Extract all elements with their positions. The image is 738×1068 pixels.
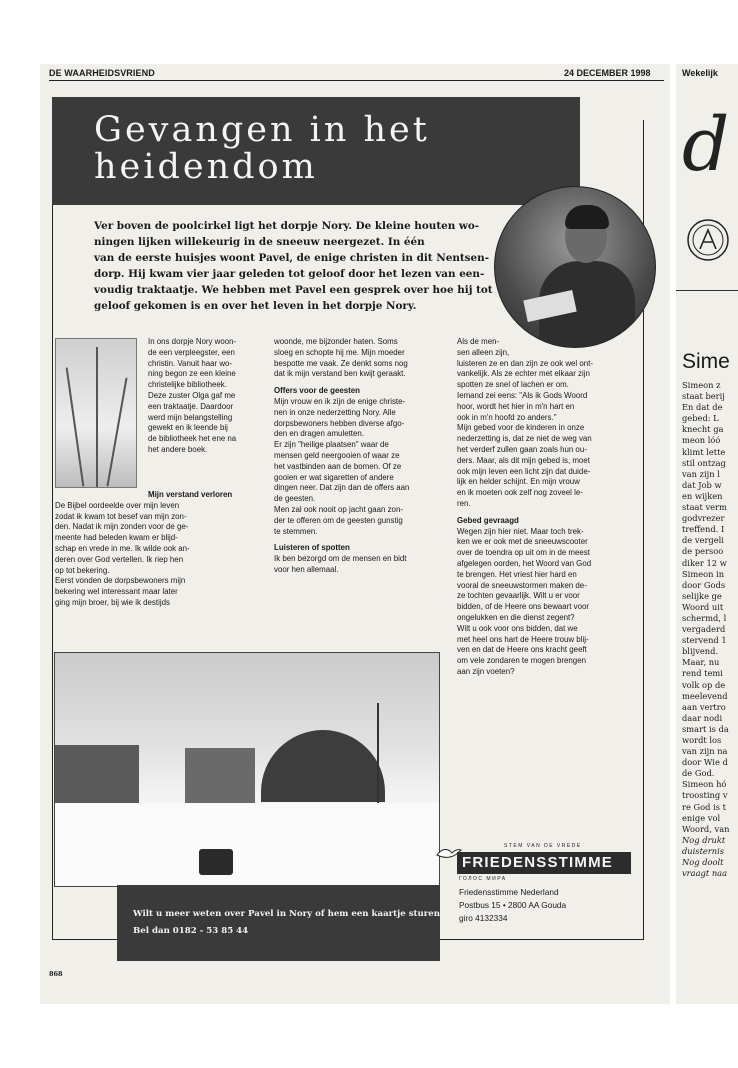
intro-line: dorp. Hij kwam vier jaar geleden tot geloof door het lezen van een-: [94, 267, 485, 280]
column-1-bottom: [55, 490, 232, 609]
text-line: Deze zuster Olga gaf me: [148, 390, 236, 400]
text-line: dingen neer. Dat zijn dan de offers aan: [274, 483, 410, 493]
next-page-text-line: door Gods: [682, 579, 726, 590]
next-page-text-line: Simeon z: [682, 380, 721, 390]
next-page-text-line: de vergeli: [682, 535, 724, 546]
text-line: ders. Maar, als dit mijn gebed is, moet: [457, 455, 590, 465]
address-line: Friedensstimme Nederland: [459, 887, 559, 897]
text-line: Mijn vrouw en ik zijn de enige christe-: [274, 396, 406, 406]
next-page-text-line: selijke ge: [682, 590, 722, 601]
text-line: In ons dorpje Nory woon-: [148, 337, 237, 346]
text-line: schap en vrede in me. Ik wilde ook an-: [55, 543, 190, 553]
next-page-text-line: stervend 1: [682, 635, 727, 646]
next-page-text-line: dat Job w: [682, 479, 722, 490]
text-line: over de toendra op uit om in de meest: [457, 548, 590, 558]
next-page-text-line: Woord uit: [682, 601, 724, 612]
text-line: der te offeren om de geesten gunstig: [274, 515, 403, 525]
tree-branch: [66, 367, 85, 486]
wooden-house: [185, 748, 255, 803]
text-line: mensen geld neergooien of waar ze: [274, 450, 400, 460]
text-line: Wegen zijn hier niet. Maar toch trek-: [457, 526, 584, 536]
next-page-text-line: En dat de: [682, 402, 723, 413]
arched-hut: [261, 730, 385, 802]
next-page-text-line: aan vertro: [682, 701, 726, 712]
next-page-text-line: meon lóó: [682, 435, 721, 446]
text-line: lijk en helder schijnt. En mijn vrouw: [457, 477, 580, 487]
next-page-text-line: blijvend.: [682, 646, 719, 657]
next-page-text-line: re God is t: [682, 801, 726, 812]
alpha-omega-emblem-icon: [686, 218, 730, 262]
barrel: [199, 849, 233, 875]
text-line: te stemmen.: [274, 526, 318, 536]
wooden-house: [55, 745, 139, 803]
text-line: ning begon ze een kleine: [148, 369, 236, 379]
text-line: sen alleen zijn,: [457, 347, 510, 357]
next-page-masthead: d: [682, 102, 730, 188]
section-heading: Offers voor de geesten: [274, 386, 360, 396]
next-page-text-line: Simeon hó: [682, 779, 727, 790]
text-line: aan zijn voeten?: [457, 666, 515, 676]
next-page-text-line: Simeon in: [682, 568, 725, 579]
next-page-text-line: meelevend: [682, 690, 728, 701]
text-line: luisteren ze en dan zijn ze ook wel ont-: [457, 358, 593, 368]
next-page-text-line: volk op de: [682, 679, 726, 690]
pavel-portrait-photo: [494, 186, 656, 348]
next-page-text-line: gebed: L: [682, 413, 719, 424]
intro-line: ningen lijken willekeurig in de sneeuw neergezet. In één: [94, 235, 425, 248]
title-line: heidendom: [94, 147, 318, 187]
title-line: Gevangen in het: [94, 110, 430, 150]
next-page-text-line: staat berij: [682, 391, 725, 402]
next-page-text-line: Woord, van: [682, 823, 730, 834]
text-line: op tot bekering.: [55, 565, 110, 575]
text-line: de geesten.: [274, 494, 316, 504]
text-line: ren.: [457, 498, 471, 508]
next-page-text-line: en wijken: [682, 490, 723, 501]
text-line: Als de men-: [457, 337, 500, 346]
text-line: christin. Vanuit haar wo-: [148, 358, 233, 368]
next-page-text-line: van zijn na: [682, 746, 728, 757]
text-line: ze tochten gevaarlijk. Wilt u er voor: [457, 591, 580, 601]
text-line: voor hen allemaal.: [274, 564, 339, 574]
next-page-text-line: diker 12 w: [682, 557, 727, 568]
next-page-text-line: knecht ga: [682, 424, 724, 435]
publication-name: DE WAARHEIDSVRIEND: [49, 68, 155, 78]
text-line: ken we er ook met de sneeuwscooter: [457, 537, 588, 547]
text-line: de bibliotheek het ene na: [148, 434, 237, 444]
text-line: met heel ons hart de Heere trouw blij-: [457, 634, 589, 644]
text-line: bespotte me vaak. Ze denkt soms nog: [274, 358, 408, 368]
text-line: woonde, me bijzonder haten. Soms: [274, 337, 398, 346]
column-1-top: [148, 337, 236, 456]
next-page-section-title: Sime: [682, 350, 730, 373]
text-line: om vele zondaren te mogen brengen: [457, 656, 586, 666]
next-page-text-line: vergaderd: [682, 624, 726, 635]
next-page-text-line: de God.: [682, 768, 715, 779]
text-line: afgelegen oorden, het Woord van God: [457, 558, 592, 568]
page-number: 868: [49, 970, 63, 978]
intro-line: geloof gekomen is en over het leven in het dorpje Nory.: [94, 299, 417, 312]
address-line: giro 4132334: [459, 913, 508, 923]
article-title: [94, 112, 430, 186]
text-line: Eerst vonden de dorpsbewoners mijn: [55, 576, 186, 586]
section-heading: Mijn verstand verloren: [148, 490, 233, 499]
text-line: te brengen. Het vriest hier hard en: [457, 569, 577, 579]
text-line: hoor, wordt het hier in m'n hart en: [457, 401, 575, 411]
intro-line: voudig traktaatje. We hebben met Pavel een gesprek over hoe hij tot: [94, 283, 493, 296]
next-page-text-line: wordt los: [682, 735, 722, 745]
text-line: de een verpleegster, een: [148, 347, 235, 357]
text-line: werd mijn belangstelling: [148, 412, 233, 422]
snow-ground: [55, 803, 439, 887]
intro-line: van de eerste huisjes woont Pavel, de enige christen in dit Nentsen-: [94, 251, 490, 264]
section-heading: Gebed gevraagd: [457, 515, 519, 525]
text-line: het verderf zullen gaan zoals hun ou-: [457, 444, 587, 454]
column-2: [274, 337, 409, 576]
text-line: Wilt u ook voor ons bidden, dat we: [457, 623, 578, 633]
section-heading: Luisteren of spotten: [274, 543, 350, 553]
text-line: vankelijk. Als ze echter met elkaar zijn: [457, 369, 590, 379]
organization-logo-name: FRIEDENSSTIMME: [462, 854, 613, 871]
text-line: vooral de sneeuwstormen maken de-: [457, 580, 587, 590]
text-line: gooien er wat sigaretten of andere: [274, 472, 394, 482]
text-line: een traktaatje. Daardoor: [148, 401, 234, 411]
text-line: meente had beleden kwam er blijd-: [55, 533, 178, 543]
next-page-text-line: de persoo: [682, 546, 724, 557]
callout-line: Wilt u meer weten over Pavel in Nory of hem een kaartje sturen?: [133, 909, 446, 919]
amulet-tree-photo: [55, 338, 137, 488]
text-line: nen in onze nederzetting Nory. Alle: [274, 407, 396, 417]
address-line: Postbus 15 • 2800 AA Gouda: [459, 900, 567, 910]
text-line: den en dragen amuletten.: [274, 429, 364, 439]
next-page-text-line: schermd, l: [682, 612, 727, 623]
text-line: het vastbinden aan de bomen. Of ze: [274, 461, 402, 471]
text-line: christelijke bibliotheek.: [148, 380, 227, 390]
text-line: den. Nadat ik mijn zonden voor de ge-: [55, 522, 189, 532]
text-line: dat ik mijn verstand ben kwijt geraakt.: [274, 369, 406, 379]
text-line: spotten ze snel of lachen er om.: [457, 380, 569, 390]
next-page-text-line: Nog drukt: [682, 834, 726, 845]
logo-tagline: STEM VAN DE VREDE: [504, 843, 582, 849]
next-page-text-line: rend temi: [682, 668, 723, 679]
logo-subline: ГОЛОС МИРА: [459, 876, 507, 882]
text-line: ook mijn leven een licht zijn dat duide-: [457, 466, 591, 476]
next-page-text-line: vraagt naa: [682, 868, 728, 879]
next-page-text-line: Maar, nu: [682, 657, 720, 668]
text-line: Er zijn "heilige plaatsen" waar de: [274, 440, 389, 450]
text-line: ven en dat de Heere ons kracht geeft: [457, 645, 587, 655]
text-line: ook in m'n hoofd zo anders.": [457, 412, 557, 422]
header-rule: [49, 80, 664, 81]
text-line: sloeg en schopte hij me. Mijn moeder: [274, 347, 405, 357]
next-page-text-line: duisternis: [682, 845, 725, 856]
article-intro: [94, 219, 493, 314]
callout-line: Bel dan 0182 - 53 85 44: [133, 926, 249, 936]
next-page-text-line: van zijn l: [682, 468, 720, 479]
text-line: het andere boek.: [148, 444, 208, 454]
text-line: Mijn gebed voor de kinderen in onze: [457, 423, 585, 433]
next-page-text-line: stil ontzag: [682, 457, 726, 468]
intro-line: Ver boven de poolcirkel ligt het dorpje Nory. De kleine houten wo-: [94, 220, 480, 232]
text-line: Men zal ook nooit op jacht gaan zon-: [274, 504, 403, 514]
text-line: Ik ben bezorgd om de mensen en bidt: [274, 554, 407, 564]
issue-date: 24 DECEMBER 1998: [564, 68, 651, 78]
next-page-text-line: Nog doolt: [682, 857, 724, 868]
text-line: bekering wel interessant maar later: [55, 587, 178, 597]
text-line: Iemand zei eens: "Als ik Gods Woord: [457, 390, 588, 400]
contact-callout-text: [133, 906, 445, 940]
next-page-text-line: klimt lette: [682, 446, 726, 457]
next-page-text-line: door Wie d: [682, 757, 728, 768]
text-line: bidden, of de Heere ons bewaart voor: [457, 602, 590, 612]
tree-branch: [96, 347, 98, 487]
organization-address: [459, 886, 566, 925]
next-page-header: Wekelijk: [682, 68, 718, 78]
column-3: [457, 337, 593, 678]
next-page-text-line: troosting v: [682, 790, 728, 801]
text-line: De Bijbel oordeelde over mijn leven: [55, 500, 180, 510]
text-line: dorpsbewoners hebben diverse afgo-: [274, 418, 405, 428]
nory-village-photo: [54, 652, 440, 887]
next-page-text-line: staat verm: [682, 502, 727, 513]
text-line: ongelukken en die dienst zegent?: [457, 612, 575, 622]
next-page-column: [682, 380, 729, 879]
tree-branch: [106, 378, 127, 487]
next-page-text-line: godvrezer: [682, 513, 725, 524]
text-line: deren over God vertellen. Ik riep hen: [55, 554, 184, 564]
next-page-text-line: smart is da: [682, 723, 729, 734]
portrait-hair: [565, 205, 609, 229]
next-page-text-line: treffend. I: [682, 524, 725, 535]
text-line: zodat ik kwam tot besef van mijn zon-: [55, 511, 187, 521]
text-line: nederzetting is, dat ze niet de weg van: [457, 434, 592, 444]
pole: [377, 703, 379, 803]
next-page-text-line: enige vol: [682, 812, 721, 823]
next-page-rule: [676, 290, 738, 291]
text-line: ging mijn broer, bij wie ik destijds: [55, 597, 170, 607]
text-line: gewekt en ik leende bij: [148, 423, 228, 433]
next-page-text-line: daar nodi: [682, 712, 723, 723]
text-line: en ik moeten ook zelf nog zoveel le-: [457, 488, 583, 498]
